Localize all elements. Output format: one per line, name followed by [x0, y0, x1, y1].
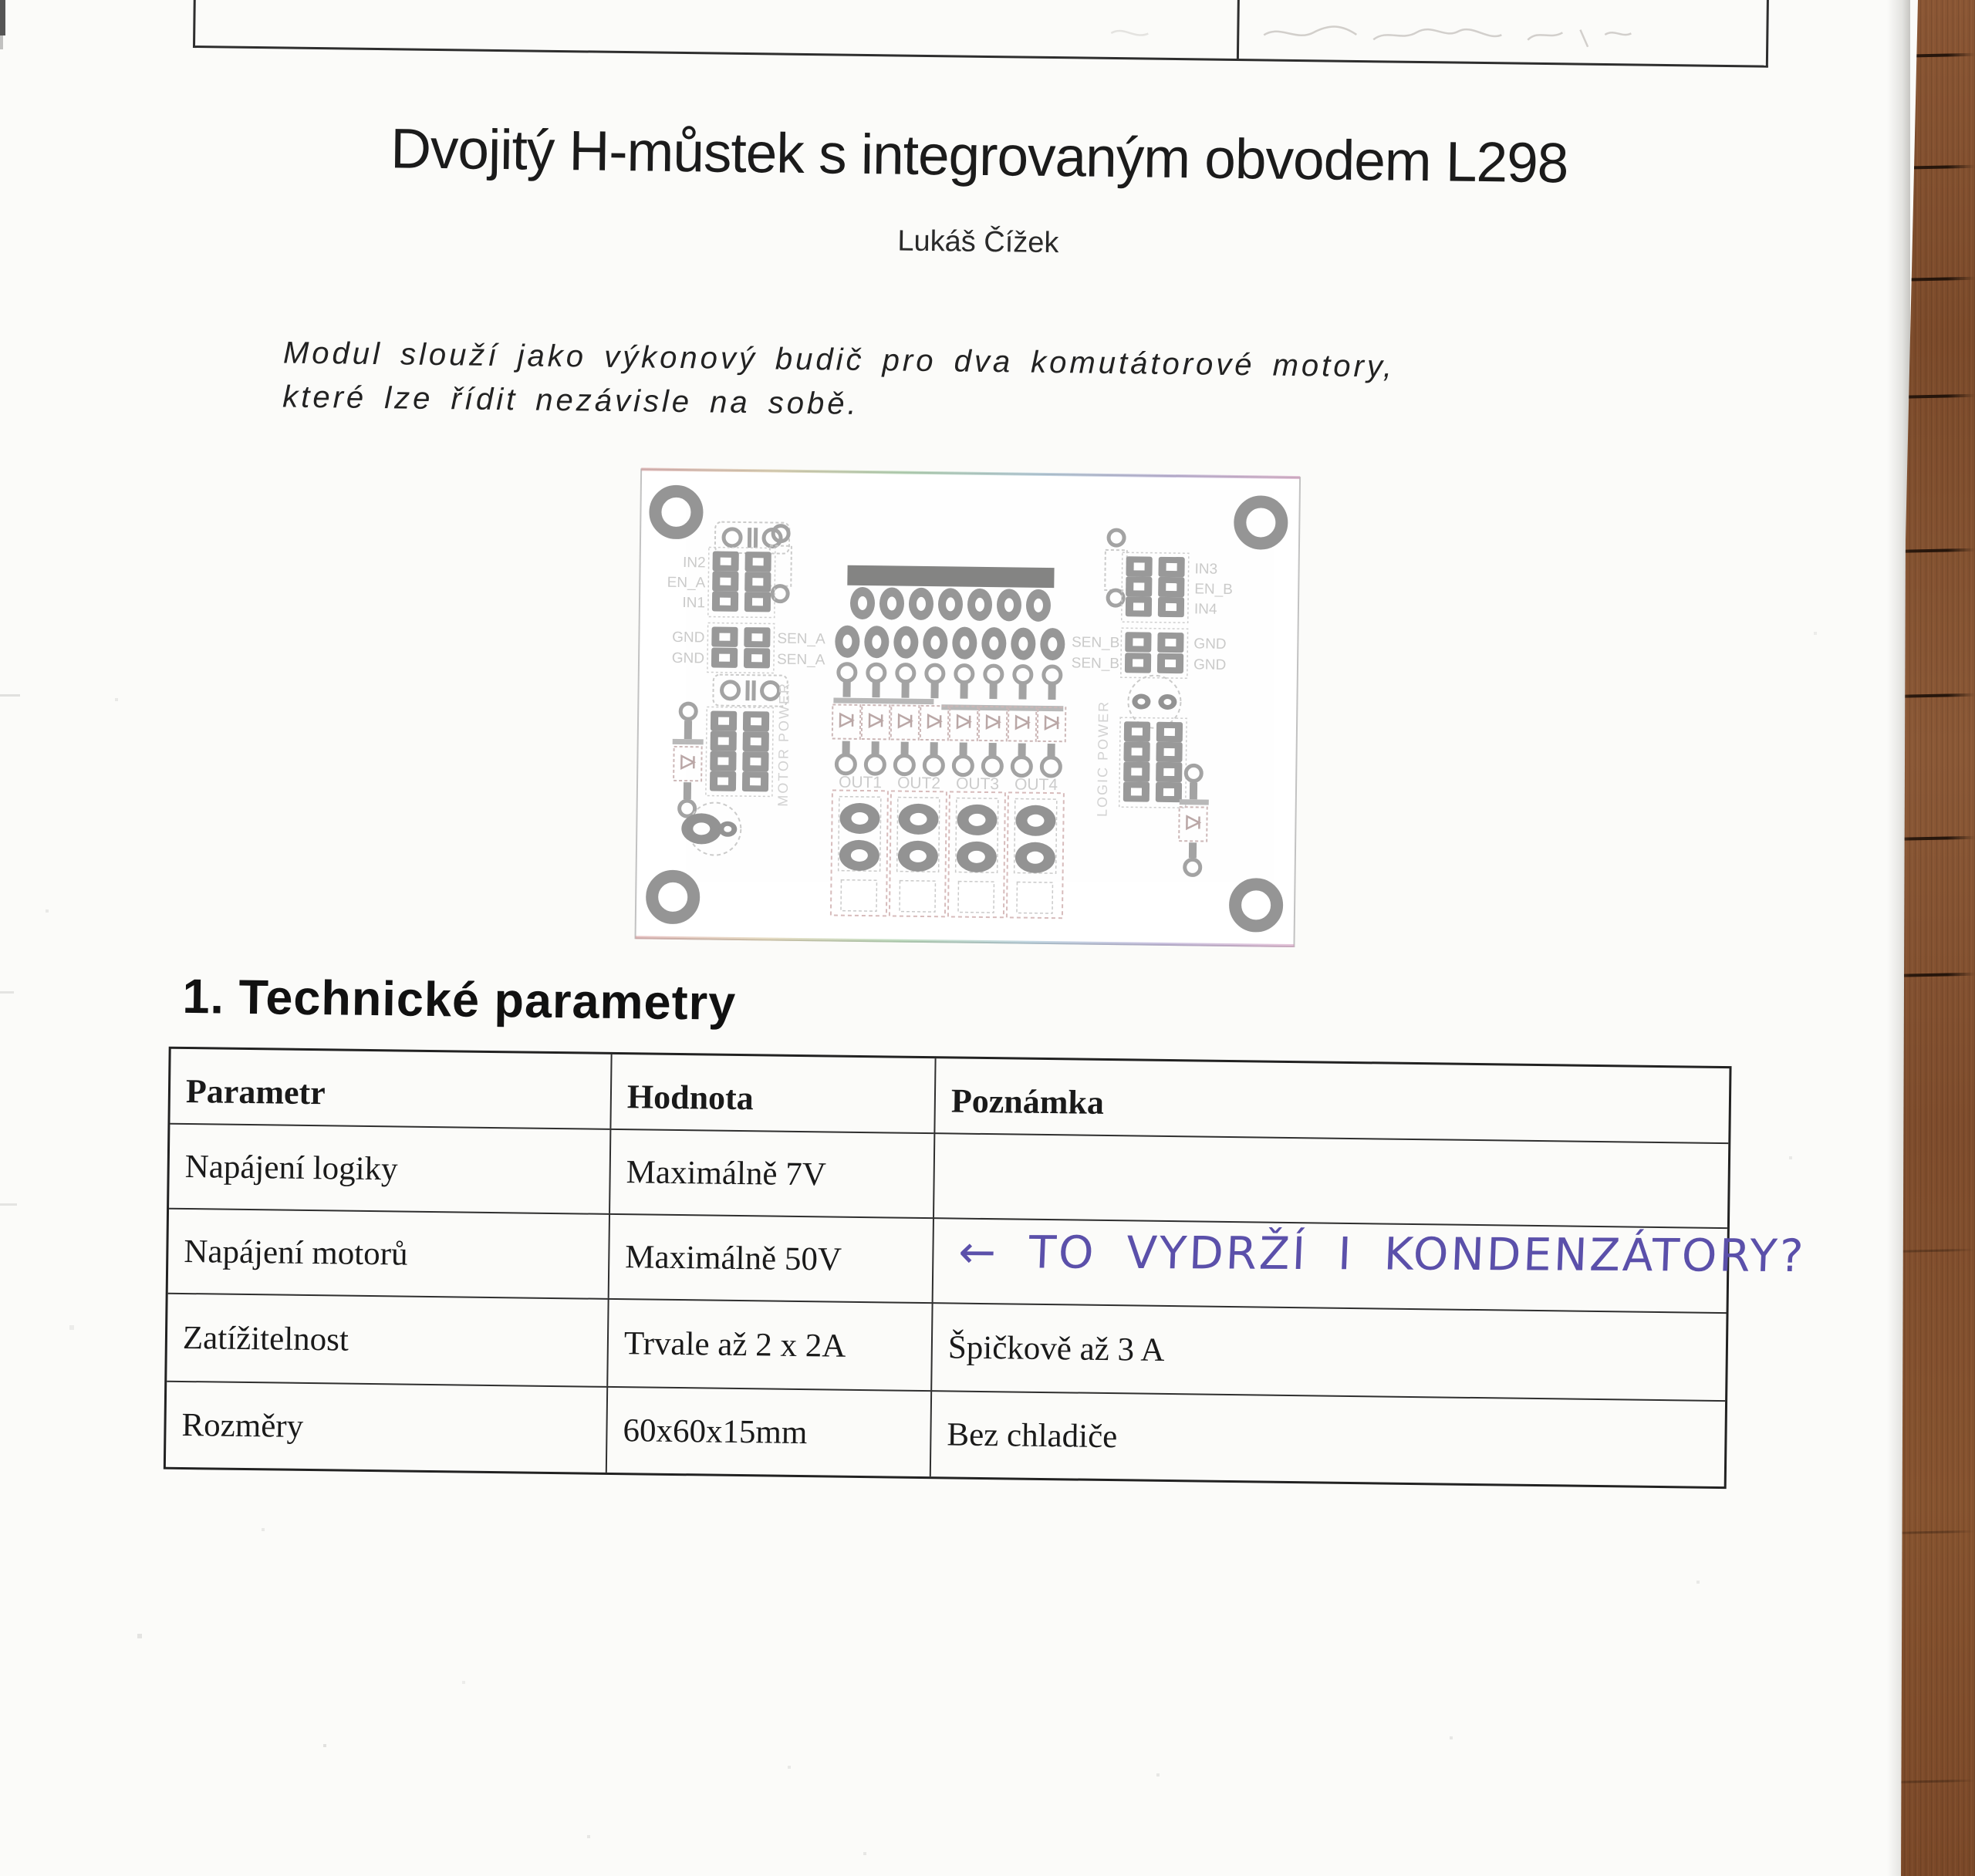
pcb-label-out3: OUT3: [955, 774, 1000, 794]
pcb-label-gnd: GND: [1193, 656, 1227, 673]
page-title: Dvojitý H-můstek s integrovaným obvodem L298: [390, 117, 1568, 195]
intro-line-1: Modul slouží jako výkonový budič pro dva komutátorové motory,: [282, 336, 1396, 384]
table-cell: Napájení motorů: [168, 1208, 609, 1298]
table-cell: Maximálně 7V: [609, 1129, 933, 1217]
pcb-label-motor-power: MOTOR POWER: [775, 681, 792, 807]
pcb-label-out1: OUT1: [838, 773, 883, 792]
l298-ic-outline: [847, 565, 1054, 588]
scan-edge-artifact: [0, 694, 20, 697]
intro-line-2: které lze řídit nezávisle na sobě.: [282, 380, 859, 421]
pcb-label-sen-a: SEN_A: [776, 651, 825, 669]
pcb-label-in1: IN1: [682, 595, 706, 612]
pcb-label-sen-b: SEN_B: [1071, 634, 1120, 652]
pcb-label-sen-a: SEN_A: [777, 630, 825, 648]
pcb-label-en-b: EN_B: [1194, 581, 1234, 598]
faint-pencil-scribbles: [1065, 14, 1667, 60]
pcb-board: [636, 467, 1301, 947]
table-cell: Napájení logiky: [169, 1123, 609, 1213]
pcb-label-in4: IN4: [1193, 601, 1217, 618]
pcb-label-out2: OUT2: [896, 774, 941, 793]
table-cell: [933, 1132, 1728, 1227]
table-cell: Zatížitelnost: [167, 1293, 607, 1386]
pcb-label-out4: OUT4: [1014, 775, 1058, 795]
scan-edge-artifact: [0, 0, 5, 35]
section-heading: 1. Technické parametry: [182, 969, 737, 1031]
table-cell: Rozměry: [166, 1381, 606, 1473]
scan-edge-artifact: [0, 35, 3, 49]
header-cell-poznamka: Poznámka: [933, 1058, 1729, 1142]
intro-paragraph: [282, 332, 1395, 434]
pcb-label-gnd: GND: [1193, 636, 1227, 653]
table-cell: Špičkově až 3 A: [930, 1302, 1726, 1400]
handwritten-annotation: ← TO VYDRŽÍ I KONDENZÁTORY?: [957, 1225, 1807, 1283]
table-cell: 60x60x15mm: [606, 1386, 930, 1476]
scan-edge-artifact: [0, 1203, 17, 1206]
pcb-layout-figure: [633, 467, 1302, 949]
pcb-label-gnd: GND: [671, 650, 705, 667]
table-cell: Bez chladiče: [930, 1390, 1725, 1486]
document-author: Lukáš Čížek: [897, 224, 1059, 260]
pcb-label-sen-b: SEN_B: [1071, 655, 1120, 673]
pcb-label-in2: IN2: [682, 555, 706, 572]
table-cell: Maximálně 50V: [608, 1213, 933, 1302]
header-cell-hodnota: Hodnota: [609, 1054, 934, 1132]
pcb-label-en-a: EN_A: [667, 574, 706, 592]
scan-edge-artifact: [0, 991, 14, 994]
header-cell-parametr: Parametr: [185, 1071, 326, 1112]
pcb-label-in3: IN3: [1194, 561, 1218, 578]
paper-specks: [0, 0, 2, 2]
pcb-label-logic-power: LOGIC POWER: [1094, 700, 1112, 818]
table-cell: Trvale až 2 x 2A: [606, 1298, 931, 1390]
pcb-label-gnd: GND: [672, 629, 705, 646]
